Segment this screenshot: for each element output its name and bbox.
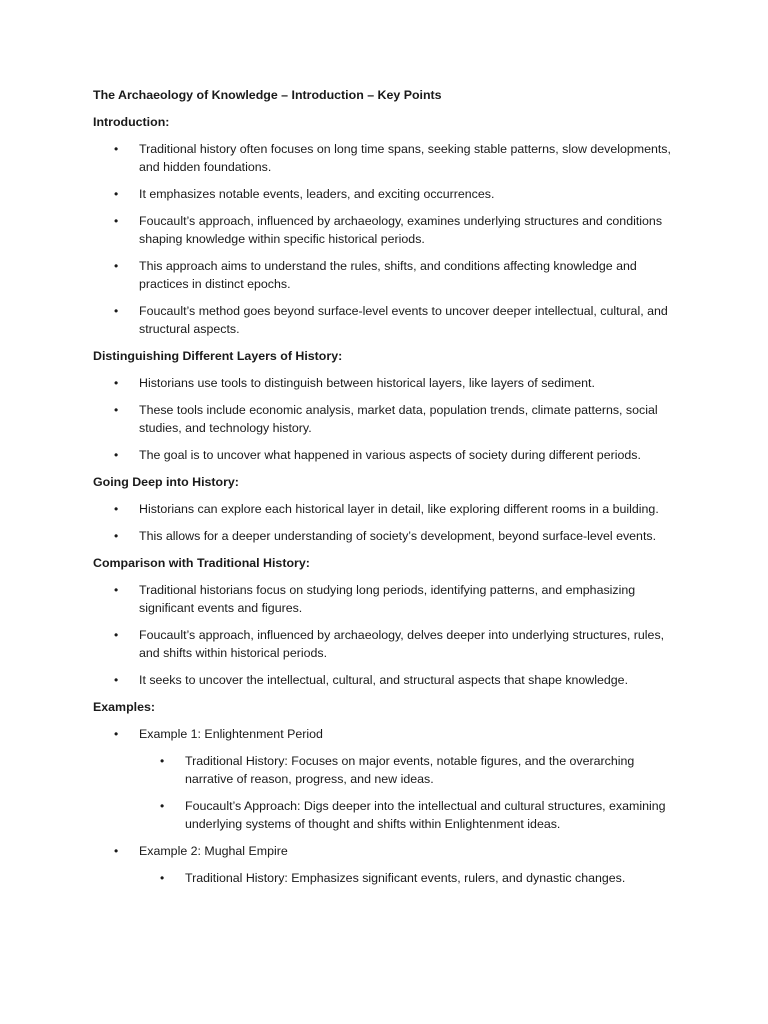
section-heading-going-deep: Going Deep into History: <box>93 475 239 489</box>
list-item <box>93 626 683 662</box>
bullet-icon: • <box>114 259 119 273</box>
section-heading-examples: Examples: <box>93 700 155 714</box>
list-item <box>93 212 683 248</box>
sublist-item <box>139 869 683 887</box>
list-item-text: This allows for a deeper understanding of society’s development, beyond surface-level events. <box>139 529 657 543</box>
section-list-comparison <box>93 581 683 689</box>
bullet-icon: • <box>114 727 119 741</box>
list-item <box>93 185 683 203</box>
sublist-item <box>139 752 683 788</box>
example-sublist <box>139 752 683 833</box>
list-item-example <box>93 842 683 887</box>
sublist-item-text: Foucault’s Approach: Digs deeper into the intellectual and cultural structures, examining underlying systems of thought and shifts within Enlightenment ideas. <box>185 799 666 831</box>
list-item <box>93 302 683 338</box>
list-item-text: Foucault’s approach, influenced by archaeology, examines underlying structures and conditions shaping knowledge within specific historical periods. <box>139 214 663 246</box>
example-sublist <box>139 869 683 887</box>
list-item-text: It emphasizes notable events, leaders, and exciting occurrences. <box>139 187 495 201</box>
list-item-text: The goal is to uncover what happened in various aspects of society during different periods. <box>139 448 641 462</box>
list-item <box>93 581 683 617</box>
section-heading-introduction: Introduction: <box>93 115 170 129</box>
bullet-icon: • <box>114 529 119 543</box>
section-heading-layers: Distinguishing Different Layers of History: <box>93 349 343 363</box>
list-item-text: Traditional history often focuses on long time spans, seeking stable patterns, slow developments, and hidden foundations. <box>139 142 671 174</box>
bullet-icon: • <box>114 304 119 318</box>
list-item-text: Traditional historians focus on studying long periods, identifying patterns, and emphasizing significant events and figures. <box>139 583 636 615</box>
bullet-icon: • <box>114 376 119 390</box>
list-item <box>93 257 683 293</box>
document-page <box>93 86 683 896</box>
section-heading-comparison: Comparison with Traditional History: <box>93 556 310 570</box>
list-item-text: This approach aims to understand the rules, shifts, and conditions affecting knowledge and practices in distinct epochs. <box>139 259 637 291</box>
list-item-text: Historians use tools to distinguish between historical layers, like layers of sediment. <box>139 376 595 390</box>
section-list-introduction <box>93 140 683 338</box>
bullet-icon: • <box>114 214 119 228</box>
sublist-item-text: Traditional History: Emphasizes significant events, rulers, and dynastic changes. <box>185 871 626 885</box>
list-item <box>93 374 683 392</box>
sublist-item <box>139 797 683 833</box>
bullet-icon: • <box>114 403 119 417</box>
bullet-icon: • <box>160 871 165 885</box>
section-list-examples <box>93 725 683 887</box>
bullet-icon: • <box>114 583 119 597</box>
bullet-icon: • <box>114 844 119 858</box>
bullet-icon: • <box>114 448 119 462</box>
list-item-text: It seeks to uncover the intellectual, cultural, and structural aspects that shape knowledge. <box>139 673 629 687</box>
bullet-icon: • <box>114 502 119 516</box>
list-item <box>93 140 683 176</box>
list-item-text: Historians can explore each historical layer in detail, like exploring different rooms in a building. <box>139 502 659 516</box>
bullet-icon: • <box>114 142 119 156</box>
list-item-text: Foucault’s method goes beyond surface-level events to uncover deeper intellectual, cultural, and structural aspects. <box>139 304 668 336</box>
list-item-example <box>93 725 683 833</box>
bullet-icon: • <box>160 799 165 813</box>
list-item-text: Foucault’s approach, influenced by archaeology, delves deeper into underlying structures, rules, and shifts within historical periods. <box>139 628 665 660</box>
example-label: Example 1: Enlightenment Period <box>139 727 323 741</box>
section-list-going-deep <box>93 500 683 545</box>
example-label: Example 2: Mughal Empire <box>139 844 288 858</box>
document-title: The Archaeology of Knowledge – Introduction – Key Points <box>93 88 442 102</box>
list-item <box>93 401 683 437</box>
section-list-layers <box>93 374 683 464</box>
bullet-icon: • <box>114 628 119 642</box>
list-item <box>93 500 683 518</box>
list-item <box>93 671 683 689</box>
sublist-item-text: Traditional History: Focuses on major events, notable figures, and the overarching narrative of reason, progress, and new ideas. <box>185 754 635 786</box>
list-item <box>93 527 683 545</box>
bullet-icon: • <box>160 754 165 768</box>
list-item-text: These tools include economic analysis, market data, population trends, climate patterns, social studies, and technology history. <box>139 403 658 435</box>
bullet-icon: • <box>114 187 119 201</box>
bullet-icon: • <box>114 673 119 687</box>
list-item <box>93 446 683 464</box>
